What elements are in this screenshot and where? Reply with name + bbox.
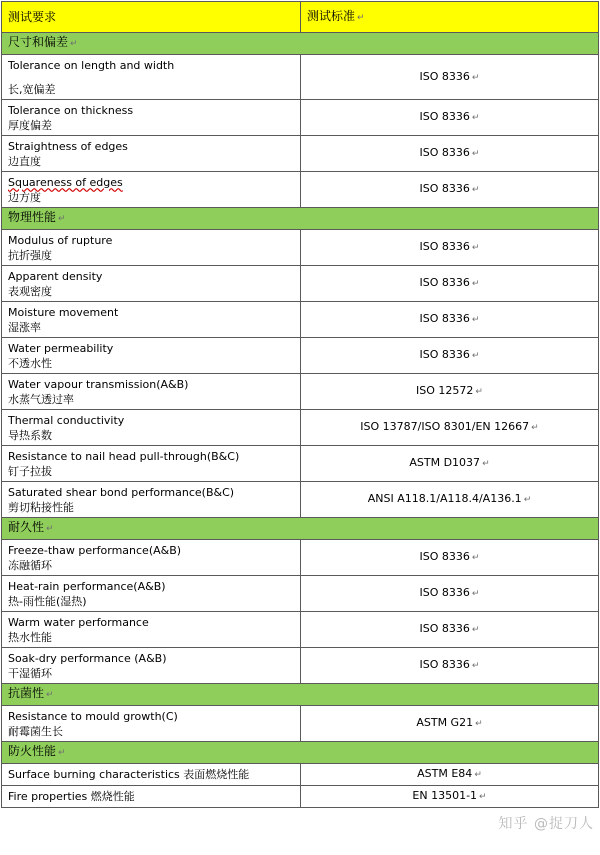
paragraph-mark: ↵ [475, 387, 483, 397]
standard-value: ISO 8336 [419, 658, 470, 671]
paragraph-mark: ↵ [357, 12, 365, 23]
paragraph-mark: ↵ [58, 748, 66, 758]
paragraph-mark: ↵ [482, 459, 490, 469]
table-row [2, 55, 599, 100]
table-row [2, 338, 599, 374]
standard-value: ISO 8336 [419, 622, 470, 635]
requirement-zh: 湿涨率 [8, 320, 41, 334]
requirement-en: Water vapour transmission(A&B) [8, 377, 189, 391]
paragraph-mark: ↵ [46, 524, 54, 534]
requirement-cell [2, 230, 301, 266]
paragraph-mark: ↵ [471, 149, 480, 159]
table-row [2, 764, 599, 786]
standard-cell [301, 100, 599, 136]
requirement-en: Saturated shear bond performance(B&C) [8, 485, 235, 499]
requirement-zh: 钉子拉拔 [8, 464, 52, 478]
table-row [2, 230, 599, 266]
requirement-zh: 热水性能 [8, 630, 52, 644]
paragraph-mark: ↵ [471, 661, 480, 671]
standard-cell [301, 374, 599, 410]
requirement-zh: 导热系数 [8, 428, 52, 442]
table-row [2, 374, 599, 410]
requirement-cell [2, 482, 301, 518]
standard-cell [301, 338, 599, 374]
requirement-cell [2, 576, 301, 612]
requirement-zh: 剪切粘接性能 [8, 500, 74, 514]
standard-value: ISO 8336 [419, 276, 470, 289]
requirement-en: Surface burning characteristics 表面燃烧性能 [8, 768, 250, 781]
table-row [2, 706, 599, 742]
section-title-cell [2, 742, 599, 764]
requirement-zh: 边方度 [8, 190, 41, 204]
requirement-zh: 边直度 [8, 154, 41, 168]
requirement-cell [2, 136, 301, 172]
standard-value: ISO 8336 [419, 312, 470, 325]
paragraph-mark: ↵ [471, 185, 480, 195]
requirement-en: Resistance to nail head pull-through(B&C) [8, 449, 240, 463]
table-row [2, 410, 599, 446]
requirement-en: Warm water performance [8, 615, 149, 629]
table-row [2, 482, 599, 518]
standard-value: ISO 8336 [419, 69, 470, 83]
requirement-en: Heat-rain performance(A&B) [8, 579, 166, 593]
requirement-zh: 水蒸气透过率 [8, 392, 74, 406]
section-title: 耐久性 [8, 520, 45, 534]
standard-value: ISO 8336 [419, 550, 470, 563]
table-row [2, 540, 599, 576]
header-cell-requirement [2, 2, 301, 33]
requirement-en: Tolerance on thickness [8, 103, 134, 117]
standard-cell [301, 540, 599, 576]
standard-cell [301, 706, 599, 742]
standard-cell [301, 172, 599, 208]
section-title: 抗菌性 [8, 686, 45, 700]
paragraph-mark: ↵ [471, 279, 480, 289]
requirement-cell [2, 338, 301, 374]
standard-cell [301, 136, 599, 172]
table-body [2, 2, 599, 808]
paragraph-mark: ↵ [46, 690, 54, 700]
header-standard-label: 测试标准 [307, 8, 356, 23]
requirement-cell [2, 100, 301, 136]
requirement-cell [2, 172, 301, 208]
requirement-zh: 冻融循环 [8, 558, 52, 572]
requirement-en: Modulus of rupture [8, 233, 113, 247]
standard-value: ANSI A118.1/A118.4/A136.1 [367, 492, 522, 505]
requirement-en: Resistance to mould growth(C) [8, 709, 178, 723]
requirement-zh: 耐霉菌生长 [8, 724, 63, 738]
paragraph-mark: ↵ [471, 351, 480, 361]
standard-value: ISO 8336 [419, 146, 470, 159]
standard-value: ISO 12572 [416, 384, 474, 397]
standard-cell [301, 230, 599, 266]
requirement-zh: 表观密度 [8, 284, 52, 298]
paragraph-mark: ↵ [471, 243, 480, 253]
requirement-zh: 厚度偏差 [8, 118, 52, 132]
section-title-cell [2, 33, 599, 55]
requirement-zh: 长,宽偏差 [8, 82, 56, 96]
standard-cell [301, 648, 599, 684]
requirement-cell [2, 410, 301, 446]
requirement-zh: 干湿循环 [8, 666, 52, 680]
table-row [2, 172, 599, 208]
standard-value: ISO 13787/ISO 8301/EN 12667 [360, 420, 530, 433]
test-standards-table [1, 1, 599, 808]
paragraph-mark: ↵ [475, 719, 483, 729]
table-row [2, 446, 599, 482]
table-row [2, 786, 599, 808]
standard-cell [301, 55, 599, 100]
requirement-en: Moisture movement [8, 305, 119, 319]
paragraph-mark: ↵ [471, 72, 480, 83]
standard-value: ISO 8336 [419, 240, 470, 253]
section-row [2, 684, 599, 706]
requirement-cell [2, 446, 301, 482]
paragraph-mark: ↵ [523, 495, 532, 505]
requirement-en: Apparent density [8, 269, 103, 283]
requirement-en: Straightness of edges [8, 139, 128, 153]
paragraph-mark: ↵ [70, 39, 78, 49]
requirement-en: Water permeability [8, 341, 114, 355]
requirement-en: Squareness of edges [8, 175, 123, 189]
header-cell-standard [301, 2, 599, 33]
requirement-cell [2, 302, 301, 338]
standard-value: ASTM E84 [417, 767, 473, 780]
section-title-cell [2, 684, 599, 706]
section-title-cell [2, 208, 599, 230]
standard-value: EN 13501-1 [412, 789, 478, 802]
requirement-cell [2, 764, 301, 786]
paragraph-mark: ↵ [471, 553, 480, 563]
section-row [2, 742, 599, 764]
table-row [2, 266, 599, 302]
requirement-cell [2, 374, 301, 410]
standard-cell [301, 576, 599, 612]
section-title-cell [2, 518, 599, 540]
paragraph-mark: ↵ [474, 770, 482, 780]
section-row [2, 518, 599, 540]
requirement-cell [2, 786, 301, 808]
standard-cell [301, 446, 599, 482]
standard-cell [301, 410, 599, 446]
standard-value: ISO 8336 [419, 348, 470, 361]
table-row [2, 576, 599, 612]
requirement-cell [2, 540, 301, 576]
paragraph-mark: ↵ [471, 625, 480, 635]
section-title: 物理性能 [8, 210, 57, 224]
standard-cell [301, 482, 599, 518]
watermark: 知乎 @捉刀人 [498, 816, 594, 832]
standard-value: ISO 8336 [419, 586, 470, 599]
requirement-en: Thermal conductivity [8, 413, 125, 427]
table-row [2, 100, 599, 136]
table-row [2, 302, 599, 338]
requirement-en: Tolerance on length and width [8, 58, 175, 72]
standard-value: ASTM G21 [416, 716, 474, 729]
table-header-row [2, 2, 599, 33]
table-row [2, 648, 599, 684]
section-title: 尺寸和偏差 [8, 35, 69, 49]
standard-cell [301, 764, 599, 786]
requirement-cell [2, 55, 301, 100]
requirement-zh: 热-雨性能(湿热) [8, 594, 87, 608]
table-row [2, 612, 599, 648]
standard-cell [301, 612, 599, 648]
paragraph-mark: ↵ [479, 792, 487, 802]
table-row [2, 136, 599, 172]
requirement-zh: 不透水性 [8, 356, 52, 370]
standard-cell [301, 266, 599, 302]
standard-value: ASTM D1037 [409, 456, 481, 469]
requirement-cell [2, 266, 301, 302]
paragraph-mark: ↵ [471, 589, 480, 599]
requirement-en: Fire properties 燃烧性能 [8, 790, 135, 803]
requirement-en: Freeze-thaw performance(A&B) [8, 543, 182, 557]
requirement-cell [2, 706, 301, 742]
paragraph-mark: ↵ [471, 113, 480, 123]
standard-value: ISO 8336 [419, 182, 470, 195]
standard-value: ISO 8336 [419, 110, 470, 123]
requirement-zh: 抗折强度 [8, 248, 52, 262]
section-row [2, 33, 599, 55]
standard-cell [301, 786, 599, 808]
requirement-cell [2, 612, 301, 648]
standard-cell [301, 302, 599, 338]
paragraph-mark: ↵ [471, 315, 480, 325]
paragraph-mark: ↵ [531, 423, 539, 433]
header-requirement-label: 测试要求 [8, 9, 57, 24]
section-row [2, 208, 599, 230]
requirement-cell [2, 648, 301, 684]
requirement-en: Soak-dry performance (A&B) [8, 651, 167, 665]
paragraph-mark: ↵ [58, 214, 66, 224]
section-title: 防火性能 [8, 744, 57, 758]
